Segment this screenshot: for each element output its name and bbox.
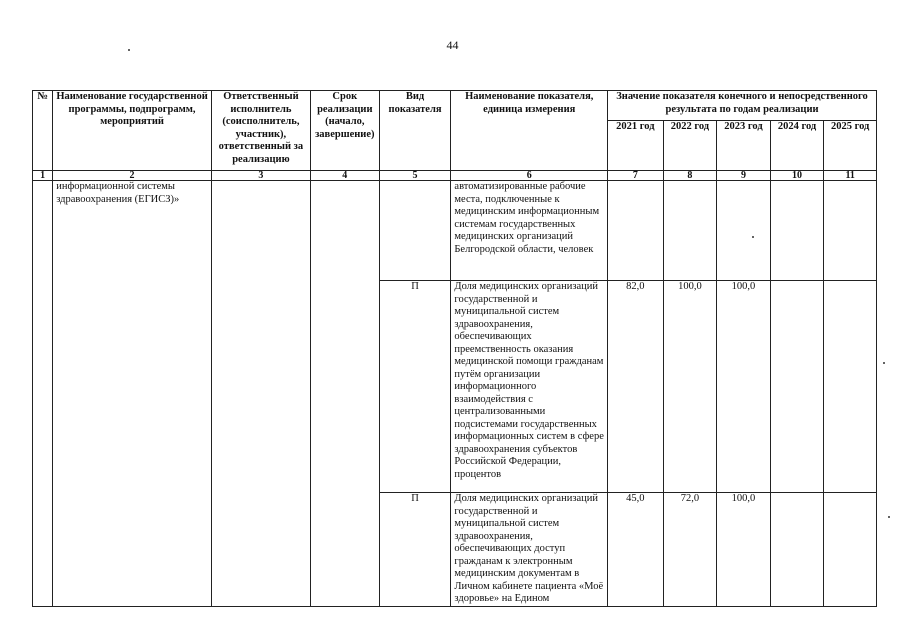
value-2025 xyxy=(824,493,877,607)
indicator-cell: Доля медицинских организаций государственной и муниципальной систем здравоохранения, обеспечивающих доступ гражданам к электронным медицинским документам в Личном кабинете пациента «Моё здоровье» на Едином xyxy=(451,493,608,607)
header-num: № xyxy=(33,91,53,171)
term-cell xyxy=(310,181,379,607)
indicator-cell: Доля медицинских организаций государственной и муниципальной систем здравоохранения, обеспечивающих преемственность оказания медицинской помощи гражданам путём организации информационного взаимодействия с централизованными подсистемами государственных информационных систем в сфере здравоохранения субъектов Российской Федерации, процентов xyxy=(451,281,608,493)
value-2022: 100,0 xyxy=(663,281,717,493)
col-number: 5 xyxy=(379,171,451,181)
indicators-table xyxy=(32,90,877,607)
value-2024 xyxy=(770,181,824,281)
value-2025 xyxy=(824,181,877,281)
value-2025 xyxy=(824,281,877,493)
value-2021: 82,0 xyxy=(608,281,664,493)
header-year-2025: 2025 год xyxy=(824,121,877,171)
value-2022 xyxy=(663,181,717,281)
type-cell: П xyxy=(379,281,451,493)
header-year-2024: 2024 год xyxy=(770,121,824,171)
header-year-2023: 2023 год xyxy=(717,121,771,171)
value-2023 xyxy=(717,181,771,281)
value-2021: 45,0 xyxy=(608,493,664,607)
executor-cell xyxy=(211,181,310,607)
col-number: 9 xyxy=(717,171,771,181)
type-cell: П xyxy=(379,493,451,607)
col-number: 2 xyxy=(53,171,212,181)
col-number: 1 xyxy=(33,171,53,181)
program-name-cell: информационной системы здравоохранения (ЕГИСЗ)» xyxy=(53,181,212,607)
value-2024 xyxy=(770,281,824,493)
type-cell xyxy=(379,181,451,281)
column-numbers-row xyxy=(33,171,877,181)
value-2023: 100,0 xyxy=(717,493,771,607)
header-type: Вид показателя xyxy=(379,91,451,171)
header-year-2021: 2021 год xyxy=(608,121,664,171)
header-row xyxy=(33,91,877,121)
scan-speck xyxy=(752,236,754,238)
header-year-2022: 2022 год xyxy=(663,121,717,171)
header-term: Срок реализации (начало, завершение) xyxy=(310,91,379,171)
value-2021 xyxy=(608,181,664,281)
scan-speck xyxy=(888,516,890,518)
col-number: 7 xyxy=(608,171,664,181)
value-2024 xyxy=(770,493,824,607)
col-number: 8 xyxy=(663,171,717,181)
col-number: 11 xyxy=(824,171,877,181)
value-2022: 72,0 xyxy=(663,493,717,607)
header-name: Наименование государственной программы, подпрограмм, мероприятий xyxy=(53,91,212,171)
value-2023: 100,0 xyxy=(717,281,771,493)
header-indicator: Наименование показателя, единица измерения xyxy=(451,91,608,171)
table-row xyxy=(33,181,877,281)
header-executor: Ответственный исполнитель (соисполнитель, участник), ответственный за реализацию xyxy=(211,91,310,171)
header-values-group: Значение показателя конечного и непосредственного результата по годам реализации xyxy=(608,91,877,121)
row-num-cell xyxy=(33,181,53,607)
col-number: 6 xyxy=(451,171,608,181)
indicator-cell: автоматизированные рабочие места, подключенные к медицинским информационным системам государственных медицинских организаций Белгородской области, человек xyxy=(451,181,608,281)
col-number: 4 xyxy=(310,171,379,181)
scan-speck xyxy=(883,362,885,364)
col-number: 10 xyxy=(770,171,824,181)
page-number: 44 xyxy=(446,38,459,52)
col-number: 3 xyxy=(211,171,310,181)
scan-speck xyxy=(128,49,130,51)
